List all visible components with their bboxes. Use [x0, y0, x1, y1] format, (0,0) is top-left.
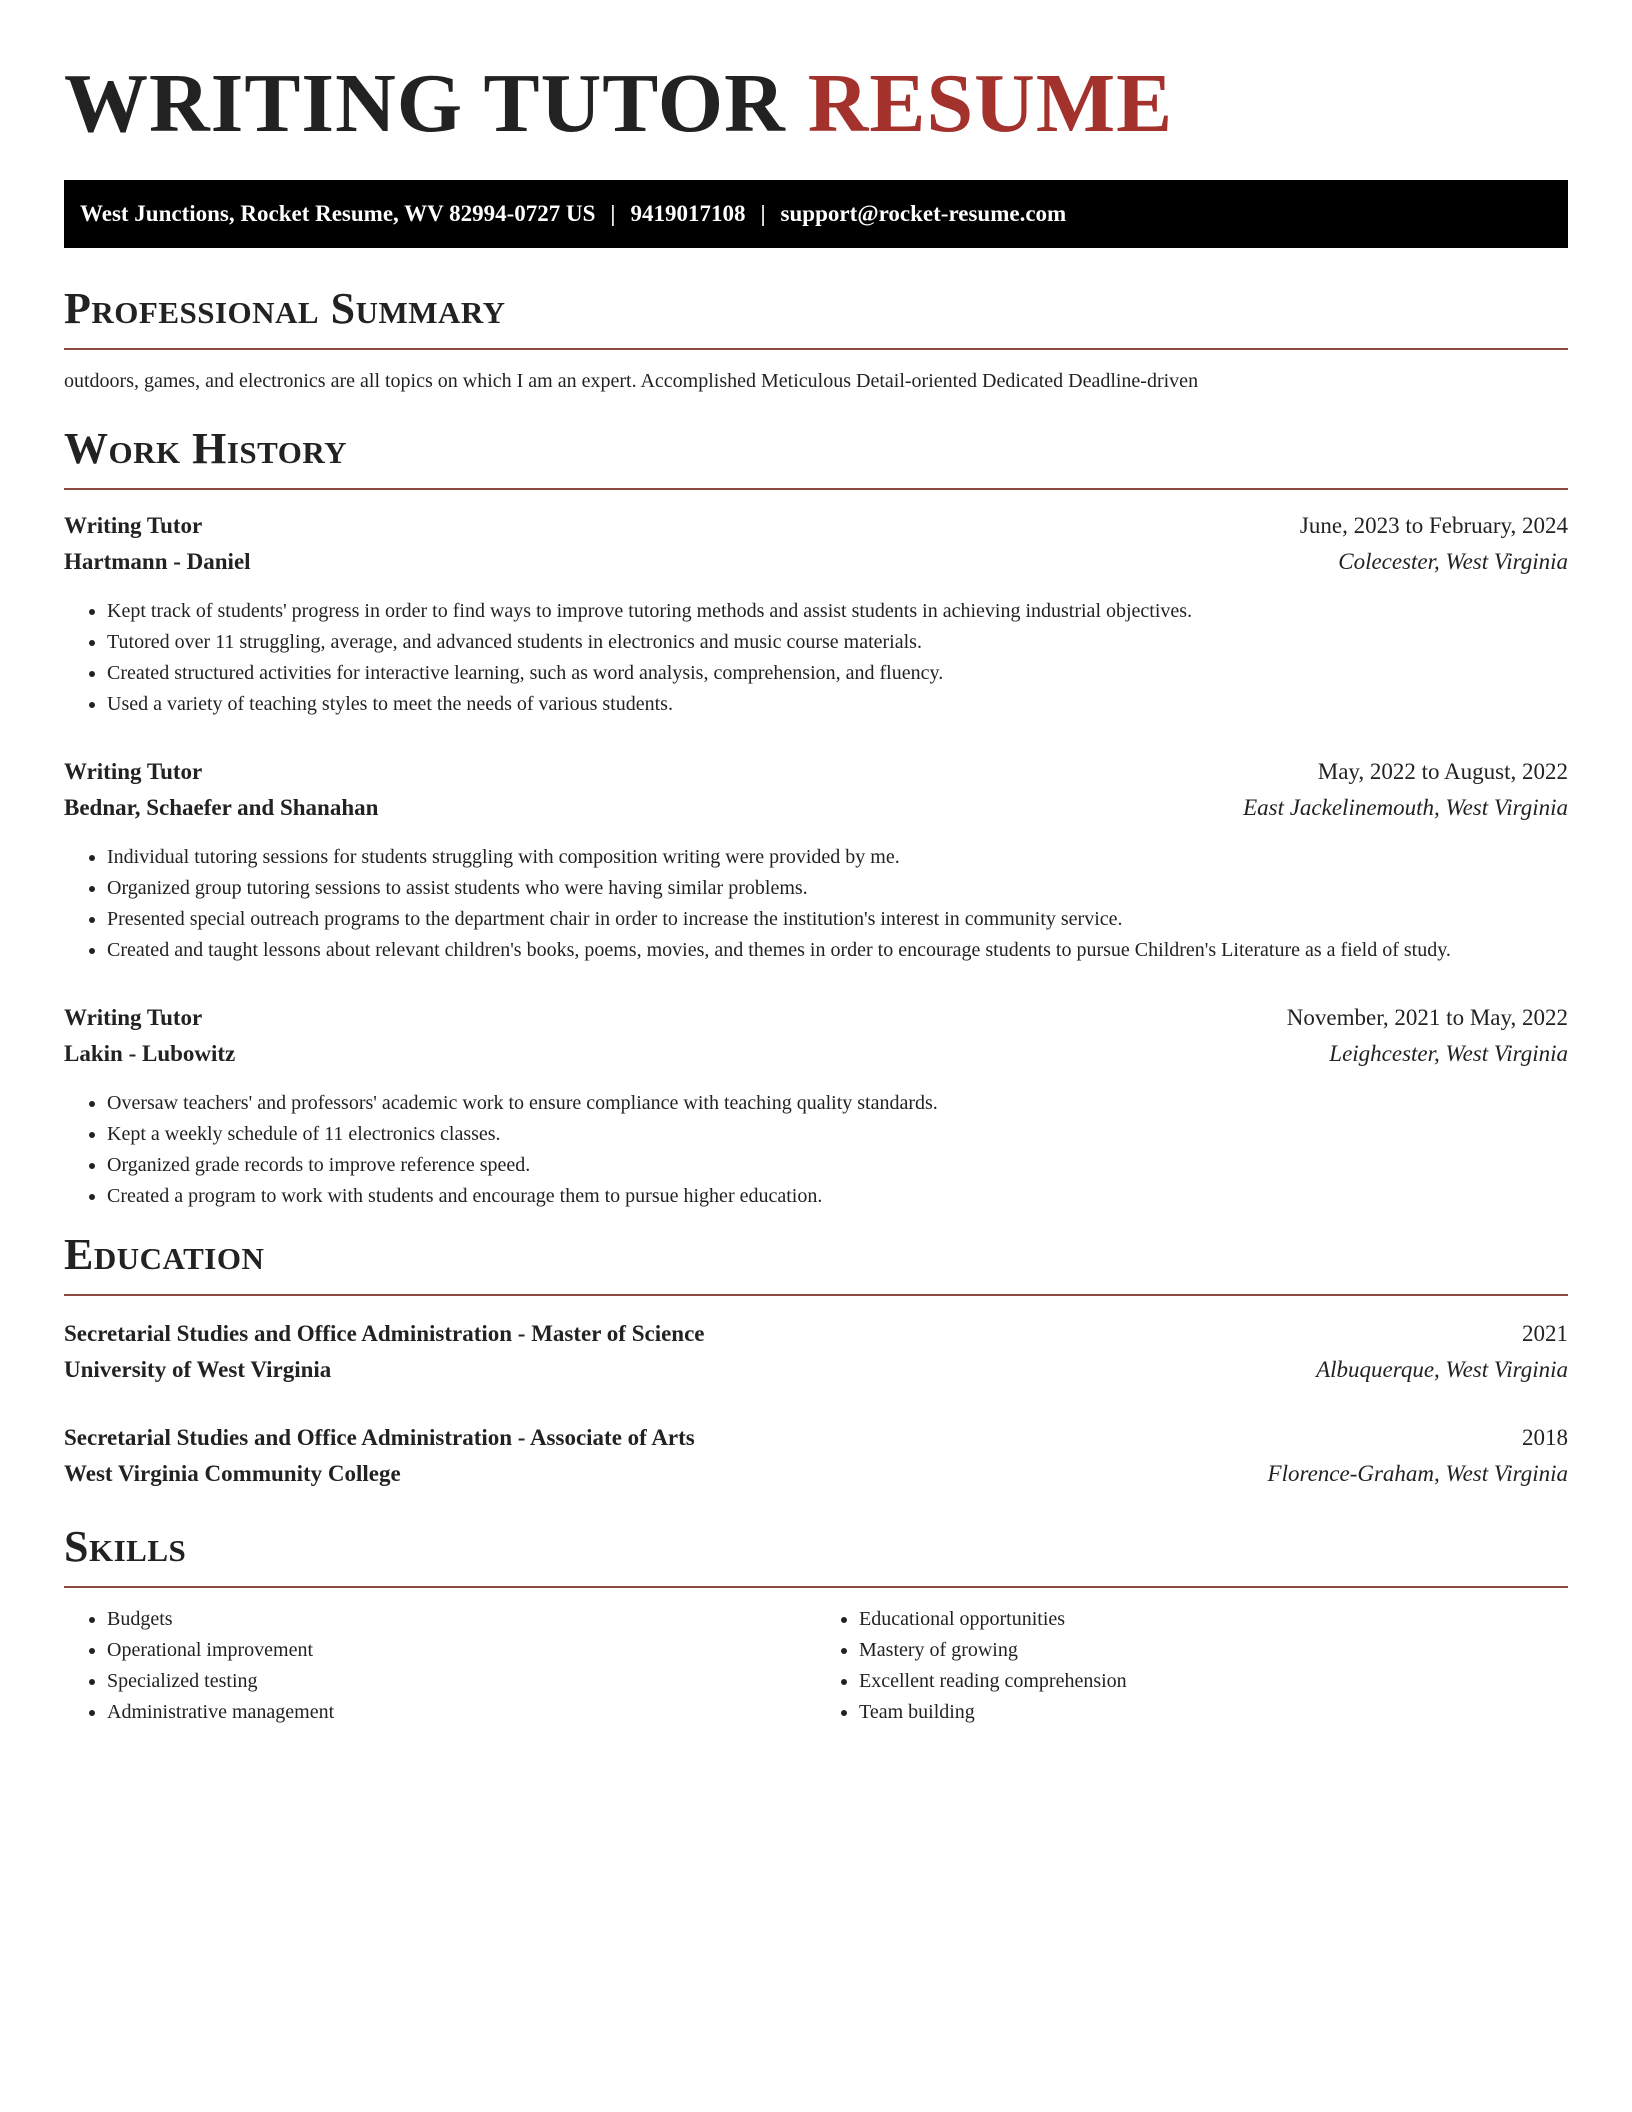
edu-degree: Secretarial Studies and Office Administration - Associate of Arts: [64, 1425, 695, 1450]
job-company: Hartmann - Daniel: [64, 549, 251, 574]
list-item: • Individual tutoring sessions for students struggling with composition writing were provided by me.: [107, 842, 1568, 873]
skills-column-left: [64, 1604, 816, 1728]
job-bullets: [64, 596, 1568, 720]
job-dates: November, 2021 to May, 2022: [1286, 1005, 1568, 1030]
contact-bar: [64, 180, 1568, 248]
list-item: • Excellent reading comprehension: [859, 1666, 1568, 1697]
edu-school: West Virginia Community College: [64, 1461, 401, 1486]
summary-heading: Professional Summary: [64, 284, 1568, 350]
list-item: • Operational improvement: [107, 1635, 816, 1666]
list-item: • Specialized testing: [107, 1666, 816, 1697]
list-item: • Kept a weekly schedule of 11 electronics classes.: [107, 1119, 1568, 1150]
contact-phone: 9419017108: [630, 201, 746, 226]
job-title: Writing Tutor: [64, 1005, 203, 1030]
job-title: Writing Tutor: [64, 759, 203, 784]
contact-separator: |: [610, 201, 616, 226]
list-item: • Created structured activities for interactive learning, such as word analysis, comprehension, and fluency.: [107, 658, 1568, 689]
list-item: • Kept track of students' progress in order to find ways to improve tutoring methods and assist students in achieving industrial objectives.: [107, 596, 1568, 627]
edu-year: 2018: [1522, 1425, 1568, 1450]
list-item: • Mastery of growing: [859, 1635, 1568, 1666]
education-entry: [64, 1316, 1568, 1388]
job-entry: [64, 1000, 1568, 1212]
list-item: • Budgets: [107, 1604, 816, 1635]
edu-location: Florence-Graham, West Virginia: [1267, 1461, 1568, 1486]
contact-separator: |: [760, 201, 766, 226]
education-heading: Education: [64, 1230, 1568, 1296]
job-company: Lakin - Lubowitz: [64, 1041, 236, 1066]
job-location: Leighcester, West Virginia: [1329, 1041, 1568, 1066]
job-dates: May, 2022 to August, 2022: [1317, 759, 1568, 784]
list-item: • Administrative management: [107, 1697, 816, 1728]
list-item: • Presented special outreach programs to the department chair in order to increase the institution's interest in community service.: [107, 904, 1568, 935]
list-item: • Educational opportunities: [859, 1604, 1568, 1635]
edu-degree: Secretarial Studies and Office Administration - Master of Science: [64, 1321, 705, 1346]
job-entry: [64, 754, 1568, 966]
list-item: • Created and taught lessons about relevant children's books, poems, movies, and themes in order to encourage students to pursue Children's Literature as a field of study.: [107, 935, 1568, 966]
list-item: • Tutored over 11 struggling, average, and advanced students in electronics and music course materials.: [107, 627, 1568, 658]
list-item: • Organized grade records to improve reference speed.: [107, 1150, 1568, 1181]
list-item: • Team building: [859, 1697, 1568, 1728]
list-item: • Used a variety of teaching styles to meet the needs of various students.: [107, 689, 1568, 720]
skills-heading: Skills: [64, 1522, 1568, 1588]
summary-text: outdoors, games, and electronics are all topics on which I am an expert. Accomplished Meticulous Detail-oriented Dedicated Deadline-driven: [64, 370, 1199, 392]
contact-address: West Junctions, Rocket Resume, WV 82994-0727 US: [80, 201, 596, 226]
job-location: East Jackelinemouth, West Virginia: [1243, 795, 1568, 820]
edu-location: Albuquerque, West Virginia: [1316, 1357, 1568, 1382]
work-history-heading: Work History: [64, 424, 1568, 490]
list-item: • Oversaw teachers' and professors' academic work to ensure compliance with teaching quality standards.: [107, 1088, 1568, 1119]
job-company: Bednar, Schaefer and Shanahan: [64, 795, 379, 820]
list-item: • Created a program to work with students and encourage them to pursue higher education.: [107, 1181, 1568, 1212]
job-title: Writing Tutor: [64, 513, 203, 538]
job-entry: [64, 508, 1568, 720]
edu-year: 2021: [1522, 1321, 1568, 1346]
list-item: • Organized group tutoring sessions to assist students who were having similar problems.: [107, 873, 1568, 904]
edu-school: University of West Virginia: [64, 1357, 332, 1382]
job-bullets: [64, 842, 1568, 966]
resume-title: [64, 58, 1568, 150]
title-main: WRITING TUTOR: [64, 57, 786, 150]
job-location: Colecester, West Virginia: [1338, 549, 1568, 574]
skills-list: [64, 1604, 1568, 1728]
job-dates: June, 2023 to February, 2024: [1299, 513, 1568, 538]
skills-column-right: [816, 1604, 1568, 1728]
education-entry: [64, 1420, 1568, 1492]
title-accent: RESUME: [807, 57, 1174, 150]
contact-email: support@rocket-resume.com: [780, 201, 1067, 226]
job-bullets: [64, 1088, 1568, 1212]
